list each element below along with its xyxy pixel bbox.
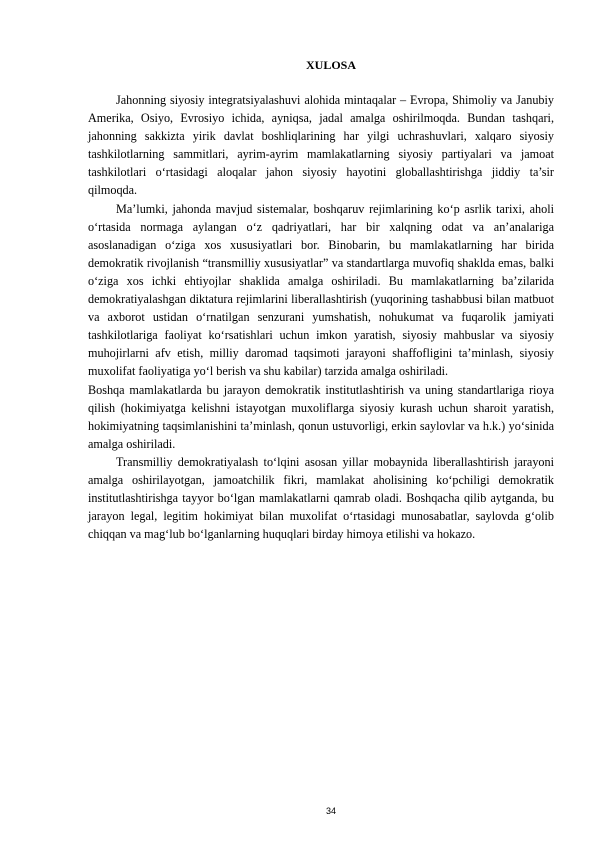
paragraph-3: Boshqa mamlakatlarda bu jarayon demokratik institutlashtirish va uning standartlariga rioya qilish (hokimiyatga kelishni istayotgan muxoliflarga siyosiy kurash uchun sharoit yaratish, hokimiyatning taqsimlanishini ta’minlash, qonun ustuvorligi, erkin saylovlar va h.k.) yo‘sinida amalga oshiriladi. [88,382,554,451]
page-title: XULOSA [305,58,356,72]
paragraph-4: Transmilliy demokratiyalash to‘lqini asosan yillar mobaynida liberallashtirish jarayoni amalga oshirilayotgan, jamoatchilik fikri, mamlakat aholisining ko‘pchiligi demokratik institutlashtirishga tayyor bo‘lgan mamlakatlarni qamrab oladi. Boshqacha qilib aytganda, bu jarayon legal, legitim hokimiyat bilan muxolifat o‘rtasidagi munosabatlar, saylovda g‘olib chiqqan va mag‘lub bo‘lganlarning huquqlari birday himoya etilishi va hokazo. [88,454,554,542]
paragraph-2: Ma’lumki, jahonda mavjud sistemalar, boshqaruv rejimlarining ko‘p asrlik tarixi, aholi o‘rtasida normaga aylangan o‘z qadriyatlari, har bir xalqning odat va an’analariga asoslanadigan o‘ziga xos xususiyatlari bor. Binobarin, bu mamlakatlarning har birida demokratik rivojlanish “transmilliy xususiyatlar” va standartlarga muvofiq shaklda emas, balki o‘ziga xos ichki ehtiyojlar shaklida amalga oshiriladi. Bu mamlakatlarning ba’zilarida demokratiyalashgan diktatura rejimlarini liberallashtirish (yuqorining tashabbusi bilan matbuot va axborot ustidan o‘rnatilgan senzurani yumshatish, nohukumat va fuqarolik jamiyati tashkilotlariga faoliyat ko‘rsatishlari uchun imkon yaratish, siyosiy mahbuslar va siyosiy muhojirlarni afv etish, milliy daromad taqsimoti jarayoni shaffofligini ta’minlash, siyosiy muxolifat faoliyatiga yo‘l berish va shu kabilar) tarzida amalga oshiriladi. [88,201,554,379]
document-page [88,0,553,842]
paragraph-1: Jahonning siyosiy integratsiyalashuvi alohida mintaqalar – Evropa, Shimoliy va Janubiy Amerika, Osiyo, Evrosiyo ichida, ayniqsa, jadal amalga oshirilmoqda. Bundan tashqari, jahonning sakkizta yirik davlat boshliqlarining har yilgi uchrashuvlari, xalqaro siyosiy tashkilotlarning sammitlari, ayrim-ayrim mamlakatlarning siyosiy partiyalari va jamoat tashkilotlari o‘rtasidagi aloqalar jahon siyosiy hayotini globallashtirishga jiddiy ta’sir qilmoqda. [88,93,554,198]
body-text [88,91,554,543]
page-number: 34 [325,806,336,816]
